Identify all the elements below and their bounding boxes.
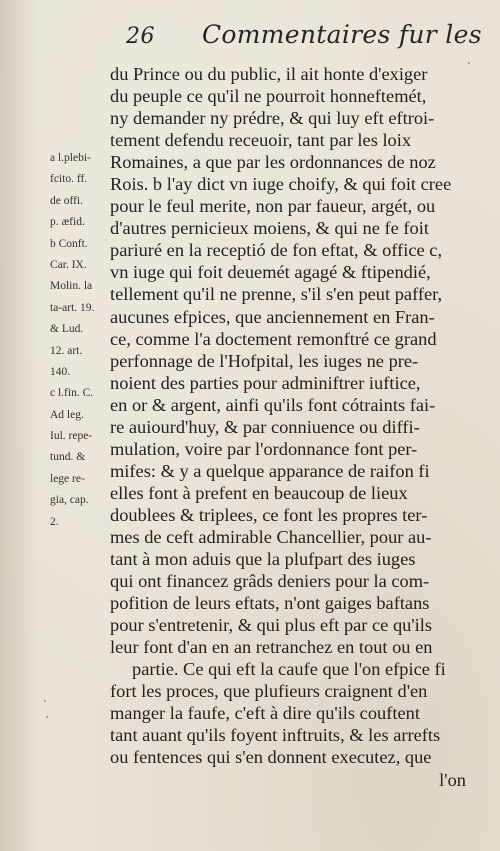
text-line: ny demander ny prédre, & qui luy eft eftroi- <box>110 108 435 129</box>
text-line: du peuple ce qu'il ne pourroit honneftemét, <box>110 86 427 107</box>
margin-note-line: Ad leg. <box>50 408 84 421</box>
text-line: leur font d'an en an retranchez en tout ou en <box>110 637 433 658</box>
text-line: fort les proces, que plufieurs craignent d'en <box>110 681 428 702</box>
margin-note-line: 12. art. <box>50 344 83 357</box>
ink-speck <box>44 700 46 702</box>
spine-shadow <box>0 0 38 851</box>
text-line: noient des parties pour adminiftrer iuftice, <box>110 372 421 393</box>
margin-note-line: b Conft. <box>50 237 88 250</box>
text-line: elles font à prefent en beaucoup de lieux <box>110 482 408 503</box>
text-line: tellement qu'il ne prenne, s'il s'en peut paffer, <box>110 284 443 305</box>
text-line: tant à mon aduis que la plufpart des iuges <box>110 549 416 570</box>
margin-note-line: a l.plebi- <box>50 152 91 164</box>
running-title: Commentaires fur les <box>202 20 482 49</box>
margin-note-line: & Lud. <box>50 323 84 336</box>
text-line: d'autres pernicieux moiens, & qui ne fe foit <box>110 218 429 239</box>
text-line: manger la faufe, c'eft à dire qu'ils couftent <box>110 703 420 724</box>
text-line: mulation, voire par l'ordonnance font per- <box>110 438 418 459</box>
margin-note-line: de offi. <box>50 194 84 207</box>
text-line: en or & argent, ainfi qu'ils font cótraints fai- <box>110 394 436 415</box>
text-line: Rois. b l'ay dict vn iuge choify, & qui foit cree <box>110 174 452 195</box>
text-line: re auiourd'huy, & par conniuence ou diffi- <box>110 416 420 437</box>
text-line: Romaines, a que par les ordonnances de noz <box>110 152 436 173</box>
text-line: ce, comme l'a doctement remonftré ce grand <box>110 328 437 349</box>
text-line: qui ont financez grâds deniers pour la com- <box>110 571 430 592</box>
text-line: vn iuge qui foit deuemét agagé & ftipendié, <box>110 262 431 283</box>
margin-note-line: Molin. la <box>50 280 93 293</box>
text-line: tement defendu receuoir, tant par les loix <box>110 130 412 151</box>
margin-note-line: 2. <box>50 515 59 528</box>
text-line: mes de ceft admirable Chancellier, pour au- <box>110 526 432 547</box>
ink-speck <box>468 62 470 64</box>
main-text-block <box>110 63 470 791</box>
text-line: aucunes efpices, que anciennement en Fran- <box>110 306 435 327</box>
ink-speck <box>46 716 48 718</box>
text-line: pour s'entretenir, & qui plus eft par ce qu'ils <box>110 615 433 636</box>
margin-note-line: gia, cap. <box>50 494 89 507</box>
text-line: mifes: & y a quelque apparance de raifon fi <box>110 460 430 481</box>
text-line: partie. Ce qui eft la caufe que l'on efpice fi <box>132 659 446 680</box>
text-line: du Prince ou du public, il ait honte d'exiger <box>110 64 428 84</box>
margin-note-line: lege re- <box>50 472 85 485</box>
text-line: pofition de leurs eftats, n'ont gaiges baftans <box>110 593 430 614</box>
margin-note-line: c l.fin. C. <box>50 387 94 400</box>
margin-note-line: p. æfid. <box>50 216 85 229</box>
margin-note-line: ta-art. 19. <box>50 301 95 314</box>
margin-note-line: Iul. repe- <box>50 430 93 443</box>
page-number: 26 <box>126 24 155 49</box>
text-line: perfonnage de l'Hofpital, les iuges ne pre- <box>110 350 419 371</box>
text-line: pariuré en la receptió de fon eftat, & office c, <box>110 240 443 261</box>
text-line: tant auant qu'ils foyent inftruits, & les arrefts <box>110 725 441 746</box>
page-header <box>0 20 500 60</box>
margin-note-line: tund. & <box>50 451 86 464</box>
margin-note-line: 140. <box>50 365 71 378</box>
text-line: pour le feul merite, non par faueur, argét, ou <box>110 196 436 217</box>
catchword: l'on <box>439 769 466 790</box>
margin-note-line: fcito. ff. <box>50 173 88 186</box>
margin-note-line: Car. IX. <box>50 258 87 271</box>
text-line: doublees & triplees, ce font les propres ter- <box>110 504 428 525</box>
text-line: ou fentences qui s'en donnent executez, que <box>110 747 432 768</box>
